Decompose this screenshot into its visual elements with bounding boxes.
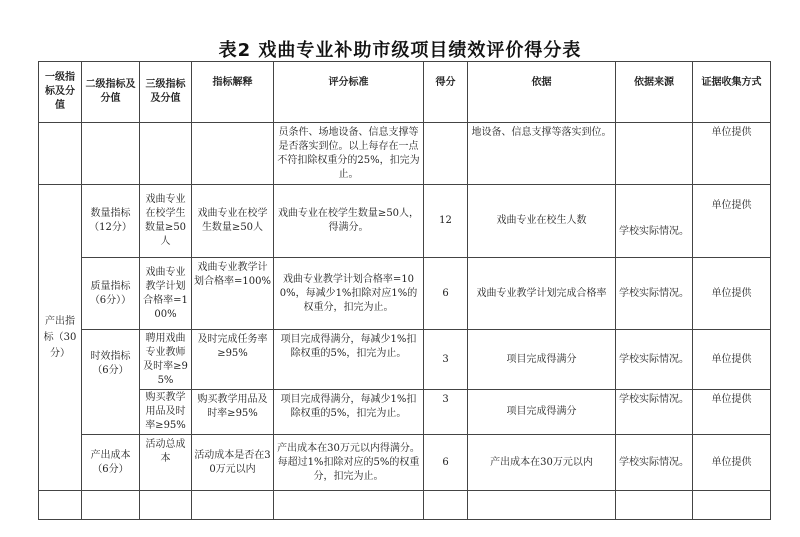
table-row <box>39 435 771 491</box>
cell-basis-source: 学校实际情况。 <box>616 390 693 435</box>
cell-empty <box>82 491 140 520</box>
cell-basis: 项目完成得满分 <box>468 330 616 390</box>
header-basis: 依据 <box>468 62 616 123</box>
cell-score: 3 <box>424 390 468 435</box>
cell-score: 12 <box>424 185 468 258</box>
cell-empty <box>192 123 274 185</box>
header-level1: 一级指标及分值 <box>39 62 82 123</box>
cell-criteria: 戏曲专业教学计划合格率=100%，每减少1%扣除对应1%的权重分，扣完为止。 <box>274 258 424 330</box>
cell-empty <box>192 491 274 520</box>
header-level3: 三级指标及分值 <box>140 62 192 123</box>
cell-criteria: 项目完成得满分，每减少1%扣除权重的5%，扣完为止。 <box>274 390 424 435</box>
header-level2: 二级指标及分值 <box>82 62 140 123</box>
cell-level2: 质量指标（6分）） <box>82 258 140 330</box>
table-row <box>39 390 771 435</box>
cell-empty <box>693 491 771 520</box>
cell-evidence-method: 单位提供 <box>693 258 771 330</box>
cell-criteria: 产出成本在30万元以内得满分。每超过1%扣除对应的5%的权重分，扣完为止。 <box>274 435 424 491</box>
cell-score <box>424 123 468 185</box>
cell-score: 6 <box>424 258 468 330</box>
cell-level2: 产出成本（6分） <box>82 435 140 491</box>
header-evidence-method: 证据收集方式 <box>693 62 771 123</box>
cell-basis: 项目完成得满分 <box>468 390 616 435</box>
cell-level3: 戏曲专业在校学生数量≥50人 <box>140 185 192 258</box>
cell-explanation: 活动成本是否在30万元以内 <box>192 435 274 491</box>
header-row <box>39 62 771 123</box>
cell-empty <box>140 123 192 185</box>
cell-level3: 聘用戏曲专业教师及时率≥95% <box>140 330 192 390</box>
cell-basis-source: 学校实际情况。 <box>616 330 693 390</box>
cell-evidence-method: 单位提供 <box>693 390 771 435</box>
header-explanation: 指标解释 <box>192 62 274 123</box>
cell-score: 6 <box>424 435 468 491</box>
cell-explanation: 戏曲专业在校学生数量≥50人 <box>192 185 274 258</box>
cell-basis-source <box>616 123 693 185</box>
cell-empty <box>616 491 693 520</box>
cell-level3: 戏曲专业教学计划合格率=100% <box>140 258 192 330</box>
cell-empty <box>39 491 82 520</box>
cell-empty <box>82 123 140 185</box>
cell-basis-source: 学校实际情况。 <box>616 258 693 330</box>
cell-level1-output: 产出指标（30分） <box>39 185 82 491</box>
cell-criteria: 戏曲专业在校学生数量≥50人，得满分。 <box>274 185 424 258</box>
cell-explanation: 戏曲专业教学计划合格率=100% <box>192 258 274 330</box>
cell-evidence-method: 单位提供 <box>693 330 771 390</box>
cell-criteria: 项目完成得满分，每减少1%扣除权重的5%，扣完为止。 <box>274 330 424 390</box>
table-row-continued <box>39 123 771 185</box>
cell-empty <box>274 491 424 520</box>
cell-level2: 时效指标（6分） <box>82 330 140 435</box>
table-row <box>39 330 771 390</box>
cell-basis-source: 学校实际情况。 <box>616 185 693 258</box>
cell-basis: 戏曲专业在校生人数 <box>468 185 616 258</box>
cell-empty <box>468 491 616 520</box>
cell-basis-source: 学校实际情况。 <box>616 435 693 491</box>
header-basis-source: 依据来源 <box>616 62 693 123</box>
cell-level3: 活动总成本 <box>140 435 192 491</box>
table-row <box>39 258 771 330</box>
cell-evidence-method: 单位提供 <box>693 123 771 185</box>
cell-level2: 数量指标（12分） <box>82 185 140 258</box>
cell-score: 3 <box>424 330 468 390</box>
cell-level3: 购买教学用品及时率≥95% <box>140 390 192 435</box>
cell-evidence-method: 单位提供 <box>693 435 771 491</box>
cell-explanation: 及时完成任务率≥95% <box>192 330 274 390</box>
cell-empty <box>424 491 468 520</box>
cell-empty <box>140 491 192 520</box>
header-criteria: 评分标准 <box>274 62 424 123</box>
header-score: 得分 <box>424 62 468 123</box>
cell-basis: 戏曲专业教学计划完成合格率 <box>468 258 616 330</box>
cell-basis: 地设备、信息支撑等落实到位。 <box>468 123 616 185</box>
cell-criteria: 员条件、场地设备、信息支撑等是否落实到位。以上每存在一点不符扣除权重分的25%，扣完为止。 <box>274 123 424 185</box>
cell-explanation: 购买教学用品及时率≥95% <box>192 390 274 435</box>
score-table <box>38 61 771 520</box>
table-row <box>39 185 771 258</box>
cell-basis: 产出成本在30万元以内 <box>468 435 616 491</box>
page-title: 表2 戏曲专业补助市级项目绩效评价得分表 <box>218 40 582 61</box>
table-row-empty <box>39 491 771 520</box>
cell-evidence-method: 单位提供 <box>693 185 771 258</box>
cell-empty <box>39 123 82 185</box>
